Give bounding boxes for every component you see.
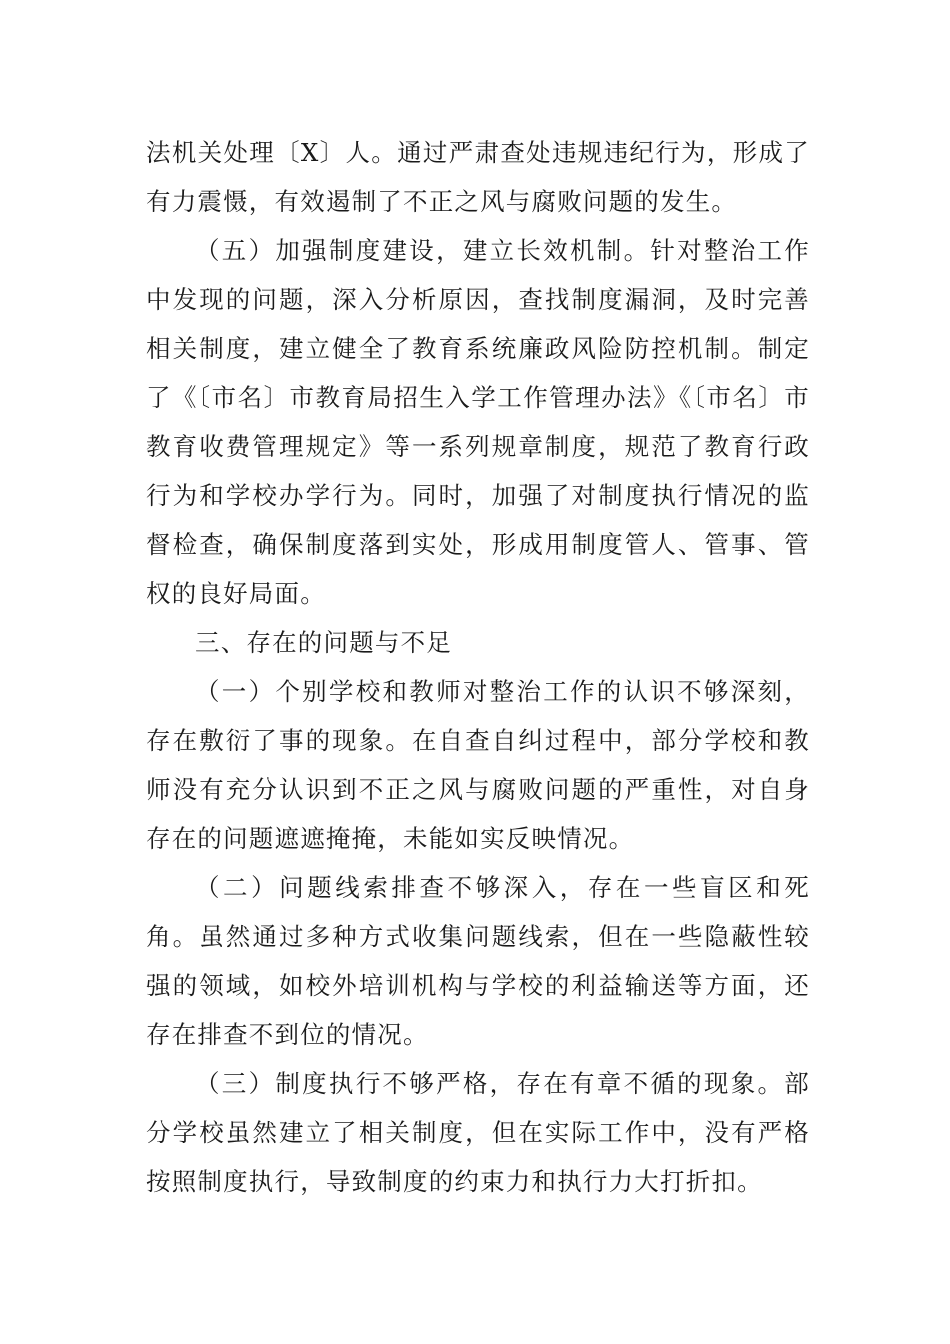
document-body bbox=[146, 128, 810, 1206]
paragraph-system-building: （五）加强制度建设，建立长效机制。针对整治工作中发现的问题，深入分析原因，查找制度漏洞，及时完善相关制度，建立健全了教育系统廉政风险防控机制。制定了《〔市名〕市教育局招生入学工作管理办法》《〔市名〕市教育收费管理规定》等一系列规章制度，规范了教育行政行为和学校办学行为。同时，加强了对制度执行情况的监督检查，确保制度落到实处，形成用制度管人、管事、管权的良好局面。 bbox=[146, 236, 810, 608]
paragraph-continuation: 法机关处理〔X〕人。通过严肃查处违规违纪行为，形成了有力震慑，有效遏制了不正之风与腐败问题的发生。 bbox=[146, 138, 810, 216]
section-heading-problems: 三、存在的问题与不足 bbox=[195, 628, 452, 657]
paragraph-problem-awareness: （一）个别学校和教师对整治工作的认识不够深刻，存在敷衍了事的现象。在自查自纠过程中，部分学校和教师没有充分认识到不正之风与腐败问题的严重性，对自身存在的问题遮遮掩掩，未能如实反映情况。 bbox=[146, 677, 810, 853]
paragraph-problem-enforcement: （三）制度执行不够严格，存在有章不循的现象。部分学校虽然建立了相关制度，但在实际工作中，没有严格按照制度执行，导致制度的约束力和执行力大打折扣。 bbox=[146, 1069, 810, 1196]
paragraph-problem-investigation: （二）问题线索排查不够深入，存在一些盲区和死角。虽然通过多种方式收集问题线索，但在一些隐蔽性较强的领域，如校外培训机构与学校的利益输送等方面，还存在排查不到位的情况。 bbox=[146, 873, 810, 1049]
